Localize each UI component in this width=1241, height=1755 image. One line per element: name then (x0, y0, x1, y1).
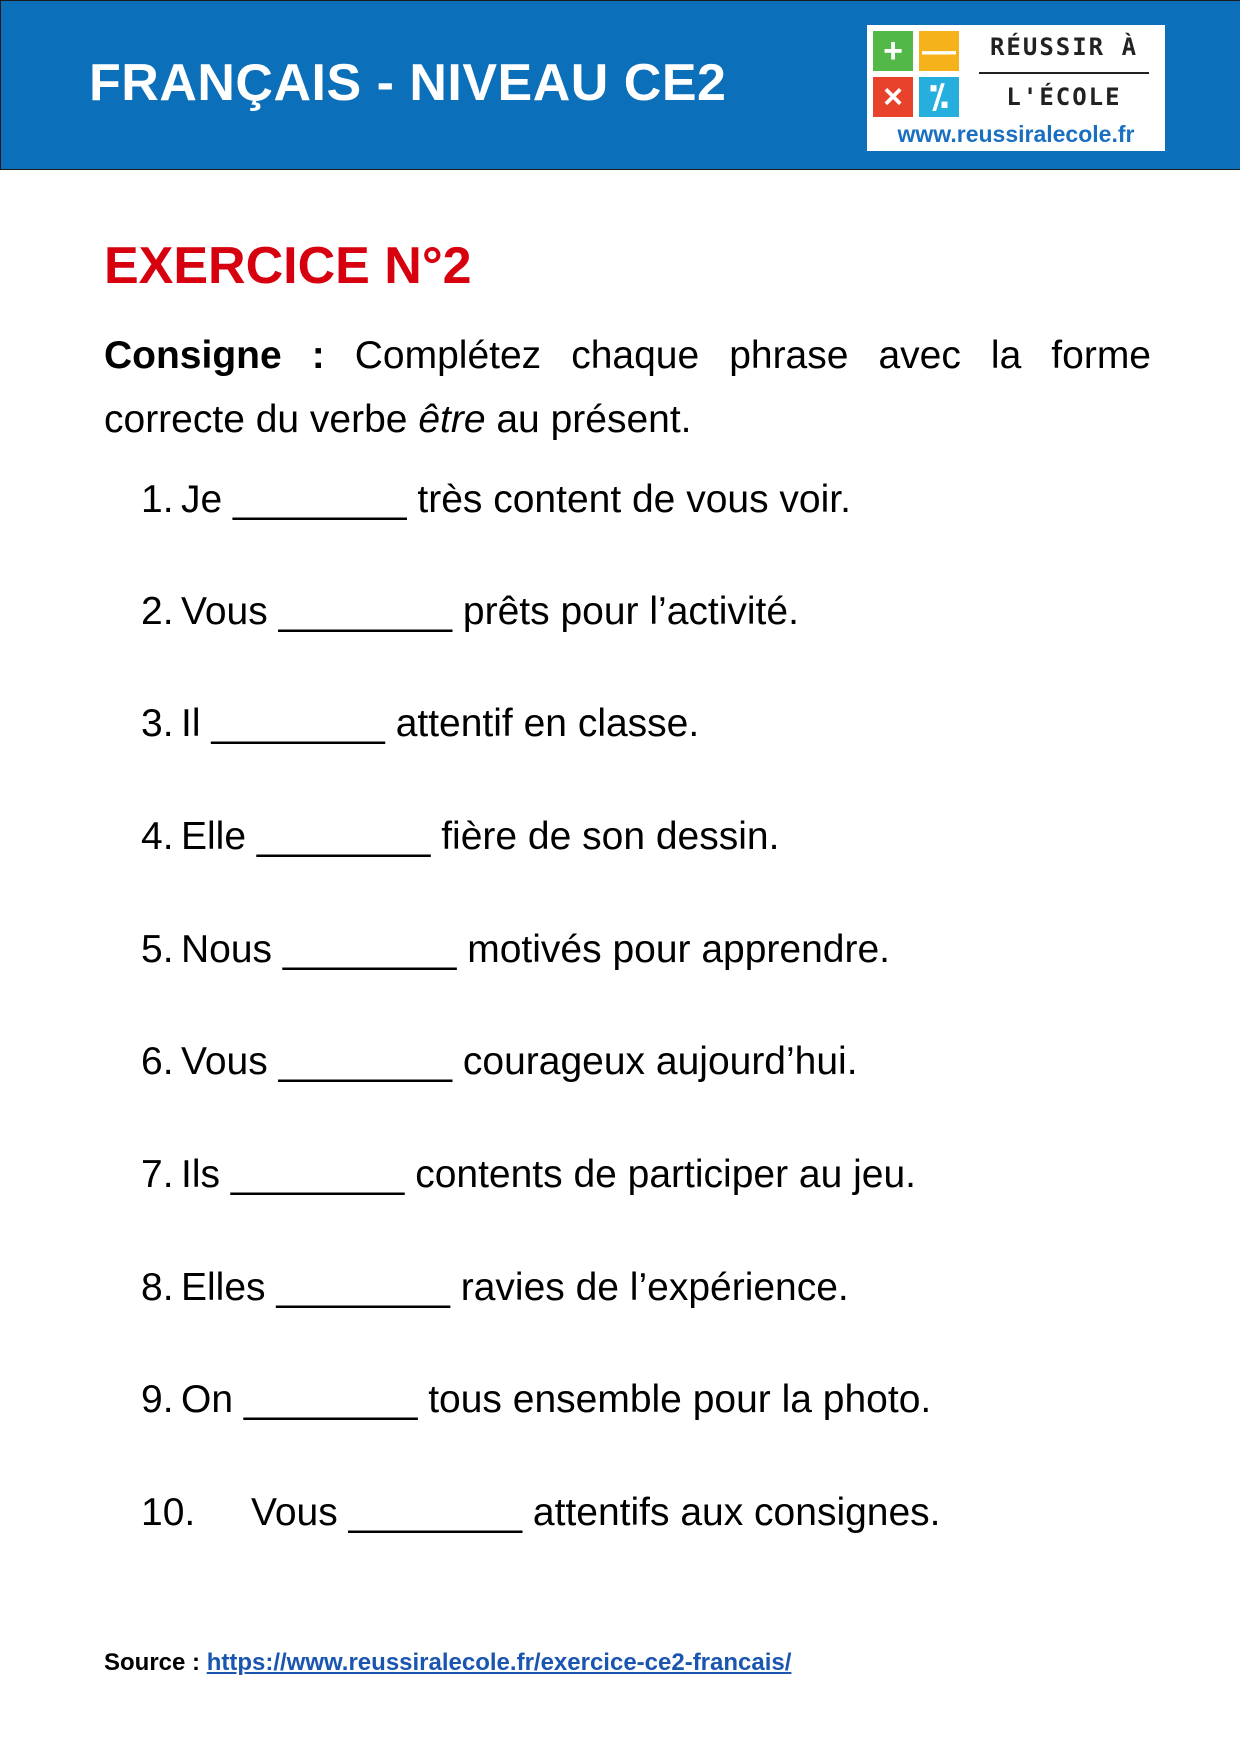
minus-icon: — (919, 31, 959, 71)
source-link[interactable]: https://www.reussiralecole.fr/exercice-ce2-francais/ (206, 1649, 792, 1676)
item-text: Vous ________ attentifs aux consignes. (251, 1491, 941, 1534)
item-number: 5. (141, 928, 174, 971)
item-text: Vous ________ prêts pour l’activité. (181, 590, 799, 633)
brand-logo (867, 25, 1165, 151)
list-item (141, 702, 699, 746)
list-item (141, 1040, 858, 1084)
plus-icon: + (873, 31, 913, 71)
list-item (141, 815, 779, 859)
exercise-title: EXERCICE N°2 (104, 237, 472, 295)
instruction-label: Consigne : (104, 334, 325, 377)
source-footer (104, 1649, 791, 1677)
item-text: Vous ________ courageux aujourd’hui. (181, 1040, 858, 1083)
item-text: Il ________ attentif en classe. (181, 702, 700, 745)
item-text: Elles ________ ravies de l’expérience. (181, 1266, 849, 1309)
logo-text-line1: RÉUSSIR À (989, 33, 1139, 61)
item-number: 9. (141, 1378, 174, 1421)
item-number: 10. (141, 1491, 196, 1534)
item-number: 2. (141, 590, 174, 633)
item-text: Ils ________ contents de participer au jeu. (181, 1153, 917, 1196)
multiply-icon: × (873, 77, 913, 117)
item-number: 7. (141, 1153, 174, 1196)
item-number: 6. (141, 1040, 174, 1083)
instruction-text: Complétez chaque phrase avec la forme correcte du verbe (104, 334, 1151, 441)
logo-text-line2: L'ÉCOLE (1006, 83, 1122, 111)
instruction-text-end: au présent. (485, 398, 692, 441)
logo-divider (979, 72, 1149, 74)
list-item (141, 478, 851, 522)
header-title: FRANÇAIS - NIVEAU CE2 (89, 54, 727, 112)
list-item (141, 590, 799, 634)
source-label: Source : (104, 1649, 207, 1676)
item-number: 8. (141, 1266, 174, 1309)
list-item (141, 1378, 931, 1422)
list-item (141, 1266, 849, 1310)
item-number: 4. (141, 815, 174, 858)
instruction-verb: être (418, 398, 486, 441)
item-text: On ________ tous ensemble pour la photo. (181, 1378, 932, 1421)
item-text: Elle ________ fière de son dessin. (181, 815, 780, 858)
list-item (141, 1491, 941, 1535)
instruction (104, 324, 1151, 452)
percent-icon: ⁒ (919, 77, 959, 117)
item-number: 3. (141, 702, 174, 745)
item-text: Je ________ très content de vous voir. (181, 478, 851, 521)
page-header (0, 0, 1240, 170)
item-number: 1. (141, 478, 174, 521)
logo-url: www.reussiralecole.fr (897, 121, 1135, 147)
list-item (141, 1153, 916, 1197)
list-item (141, 928, 890, 972)
item-text: Nous ________ motivés pour apprendre. (181, 928, 890, 971)
